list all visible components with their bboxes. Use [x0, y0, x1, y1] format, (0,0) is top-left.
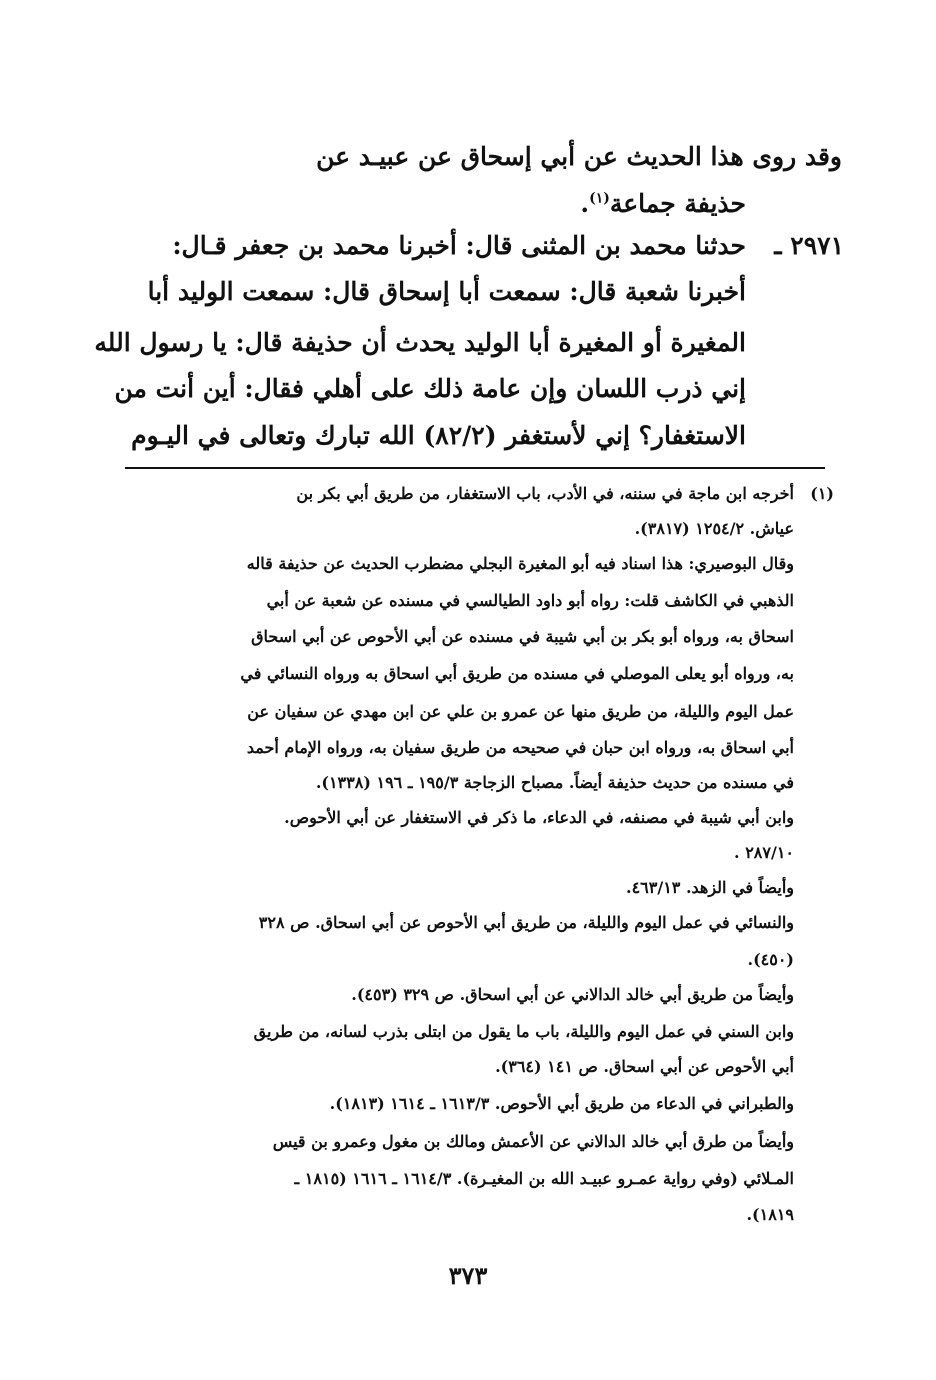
footnote-text: وابن السني في عمل اليوم والليلة، باب ما يقول من ابتلى بذرب لسانه، من طريق — [253, 1022, 794, 1041]
footnote-number: (١) — [810, 484, 834, 503]
main-text-segment: . — [580, 189, 590, 218]
footnote-text: ١٨١٩). — [746, 1205, 794, 1224]
main-text-segment: حذيفة جماعة — [609, 189, 746, 218]
footnote-text: والطبراني في الدعاء من طريق أبي الأحوص. ١٦١٣/٣ ـ ١٦١٤ (١٨١٣). — [329, 1094, 794, 1113]
main-text: المغيرة أو المغيرة أبا الوليد يحدث أن حذيفة قال: يا رسول الله — [94, 328, 746, 357]
footnote-reference[interactable]: (١) — [589, 190, 610, 207]
footnote-text: ٢٨٧/١٠ . — [734, 843, 794, 862]
page-number: ٣٧٣ — [448, 1261, 488, 1290]
footnote-separator — [125, 467, 825, 469]
footnote-text: وأيضاً من طريق أبي خالد الدالاني عن أبي اسحاق. ص ٣٢٩ (٤٥٣). — [351, 985, 794, 1004]
footnote-text: الذهبي في الكاشف قلت: رواه أبو داود الطيالسي في مسنده عن شعبة عن أبي — [266, 591, 794, 610]
footnote-text: (٤٥٠). — [747, 950, 794, 969]
footnote-text: أبي اسحاق به، ورواه ابن حبان في صحيحه من طريق سفيان به، ورواه الإمام أحمد — [246, 738, 794, 757]
hadith-number: ٢٩٧١ ـ — [774, 231, 844, 260]
main-text: أخبرنا شعبة قال: سمعت أبا إسحاق قال: سمعت الوليد أبا — [147, 277, 746, 306]
footnote-text: وقال البوصيري: هذا اسناد فيه أبو المغيرة البجلي مضطرب الحديث عن حذيفة قاله — [246, 554, 794, 573]
main-text: وقد روى هذا الحديث عن أبي إسحاق عن عبيـد عن — [316, 142, 842, 171]
footnote-text: وأيضاً من طرق أبي خالد الدالاني عن الأعمش ومالك بن مغول وعمرو بن قيس — [272, 1132, 794, 1151]
main-text: حدثنا محمد بن المثنى قال: أخبرنا محمد بن جعفر قـال: — [172, 231, 746, 260]
main-text: الاستغفار؟ إني لأستغفر (٨٢/٢) الله تبارك وتعالى في اليـوم — [131, 421, 746, 450]
footnote-text: وأيضاً في الزهد. ٤٦٣/١٣. — [625, 878, 794, 897]
main-text: إني ذرب اللسان وإن عامة ذلك على أهلي فقال: أين أنت من — [114, 374, 746, 403]
main-text — [580, 184, 746, 224]
footnote-text: أخرجه ابن ماجة في سننه، في الأدب، باب الاستغفار، من طريق أبي بكر بن — [296, 484, 794, 503]
footnote-text: اسحاق به، ورواه أبو بكر بن أبي شيبة في مسنده عن أبي الأحوص عن أبي اسحاق — [251, 627, 794, 646]
footnote-text: المـلائي (وفي رواية عمـرو عبيـد الله بن المغيـرة). ١٦١٤/٣ ـ ١٦١٦ (١٨١٥ ـ — [294, 1169, 794, 1188]
footnote-text: عمل اليوم والليلة، من طريق منها عن عمرو بن علي عن ابن مهدي عن سفيان عن — [247, 702, 794, 721]
footnote-text: والنسائي في عمل اليوم والليلة، من طريق أبي الأحوص عن أبي اسحاق. ص ٣٢٨ — [258, 913, 794, 932]
footnote-text: أبي الأحوص عن أبي اسحاق. ص ١٤١ (٣٦٤). — [495, 1057, 794, 1076]
footnote-text: عياش. ١٢٥٤/٢ (٣٨١٧). — [634, 519, 794, 538]
footnote-text: وابن أبي شيبة في مصنفه، في الدعاء، ما ذكر في الاستغفار عن أبي الأحوص. — [284, 808, 794, 827]
footnote-text: به، ورواه أبو يعلى الموصلي في مسنده من طريق أبي اسحاق به ورواه النسائي في — [240, 664, 794, 683]
footnote-text: في مسنده من حديث حذيفة أيضاً. مصباح الزجاجة ١٩٥/٣ ـ ١٩٦ (١٣٣٨). — [315, 773, 794, 792]
